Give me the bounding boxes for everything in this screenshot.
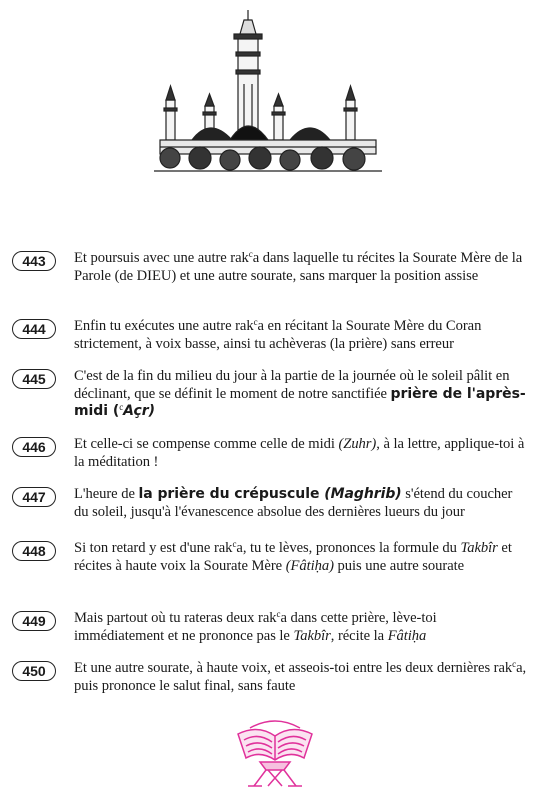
verse-text: Enfin tu exécutes une autre rak$^c$a en récitant la Sourate Mère du Coran strictement, à voix basse, ainsi tu achèveras (la prière) sans erreur (74, 317, 482, 352)
verse-445 (12, 368, 532, 421)
verse-text: Mais partout où tu rateras deux rak$^c$a dans cette prière, lève-toi immédiatement et ne prononce pas le Takbîr, récite la Fâtiḥa (74, 609, 437, 644)
verse-text: Et une autre sourate, à haute voix, et asseois-toi entre les deux dernières rak$^c$a, puis prononce le salut final, sans faute (74, 659, 527, 694)
verse-447 (12, 486, 532, 521)
mosque-icon (150, 8, 386, 178)
verse-text: C'est de la fin du milieu du jour à la partie de la journée où le soleil pâlit en déclinant, que se définit le moment de notre sanctifiée prière de l'après-midi ($^c$Açr) (74, 368, 526, 420)
verse-number-badge: 447 (12, 487, 56, 507)
verse-number-badge: 448 (12, 541, 56, 561)
verse-449 (12, 610, 532, 645)
verse-number-badge: 449 (12, 611, 56, 631)
verse-text: Et celle-ci se compense comme celle de midi (Zuhr), à la lettre, applique-toi à la méditation ! (74, 436, 525, 470)
verse-text: Si ton retard y est d'une rak$^c$a, tu te lèves, prononces la formule du Takbîr et récites à haute voix la Sourate Mère (Fâtiḥa) puis une autre sourate (74, 539, 512, 574)
verse-443 (12, 250, 532, 285)
verse-text: Et poursuis avec une autre rak$^c$a dans laquelle tu récites la Sourate Mère de la Parole (de DIEU) et une autre sourate, sans marquer la position assise (74, 249, 523, 284)
verse-450 (12, 660, 532, 695)
verse-number-badge: 443 (12, 251, 56, 271)
verse-444 (12, 318, 532, 353)
verse-number-badge: 446 (12, 437, 56, 457)
verse-448 (12, 540, 532, 575)
verse-number-badge: 445 (12, 369, 56, 389)
quran-on-stand-icon (230, 712, 320, 792)
verse-number-badge: 444 (12, 319, 56, 339)
verse-text: L'heure de la prière du crépuscule (Maghrib) s'étend du coucher du soleil, jusqu'à l'évanescence absolue des dernières lueurs du jour (74, 486, 513, 520)
verse-446 (12, 436, 532, 471)
verse-number-badge: 450 (12, 661, 56, 681)
